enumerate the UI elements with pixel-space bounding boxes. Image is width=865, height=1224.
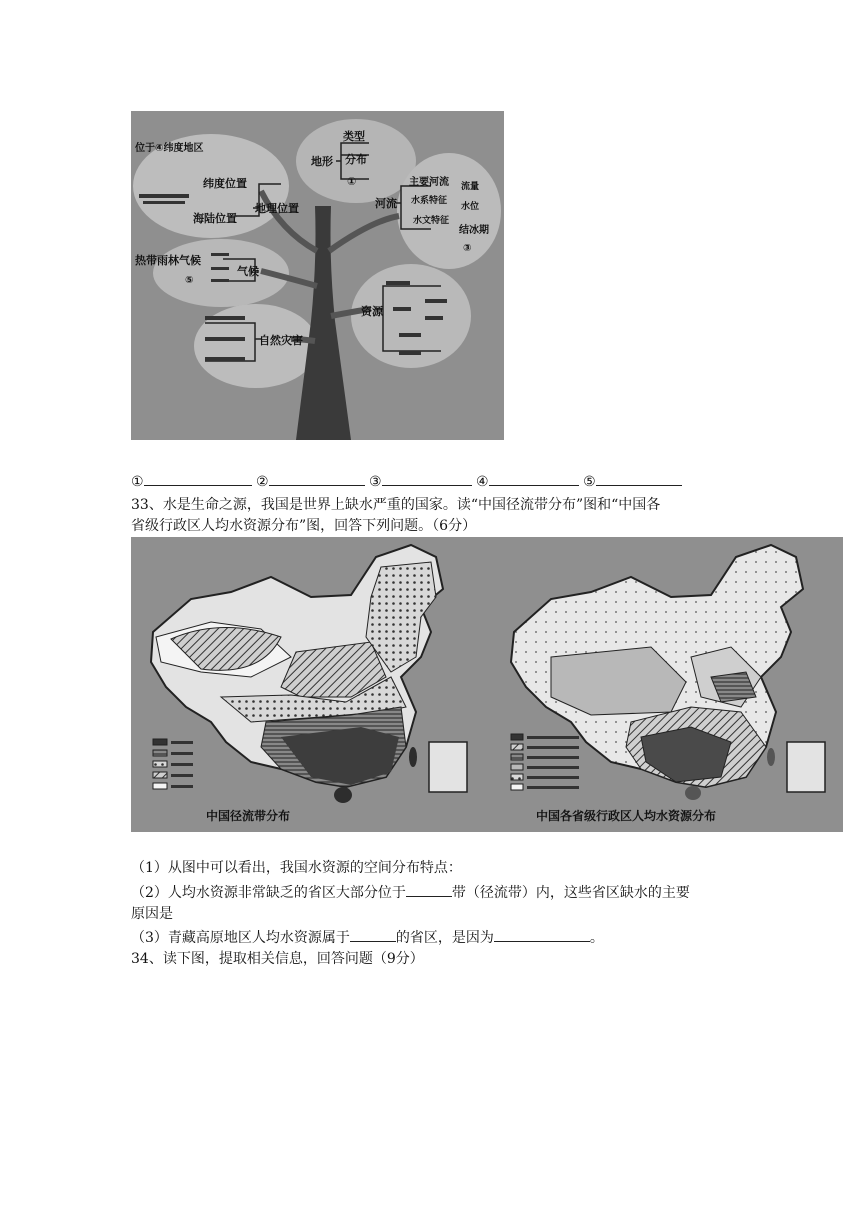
- q32-blank-label-3: ③: [369, 474, 382, 490]
- q32-blank-3[interactable]: [382, 471, 472, 486]
- q33-sub-2-reason: 原因是: [131, 906, 173, 922]
- q33-sub-2: [131, 882, 690, 903]
- china-maps-figure: [131, 537, 843, 832]
- q32-blank-2[interactable]: [269, 471, 365, 486]
- q33-sub-3-mid: 的省区，是因为: [395, 930, 494, 946]
- q32-blank-label-1: ①: [131, 474, 144, 490]
- tree-river-label: 河流: [375, 197, 397, 210]
- q32-blank-1[interactable]: [144, 471, 252, 486]
- tree-location-note: 位于④纬度地区: [135, 143, 204, 154]
- q33-sub-3-blank-1[interactable]: [350, 927, 396, 942]
- water-map-title: 中国各省级行政区人均水资源分布: [536, 809, 717, 823]
- tree-climate-zone: 热带雨林气候: [135, 254, 201, 267]
- q32-blank-5[interactable]: [596, 471, 682, 486]
- tree-river-sub-1: 流量: [461, 182, 480, 192]
- q34-question: 34、读下图，提取相关信息，回答问题（9分）: [131, 951, 424, 967]
- q33-line-1: 33、水是生命之源，我国是世界上缺水严重的国家。读“中国径流带分布”图和“中国各: [131, 497, 661, 513]
- tree-disasters-label: 自然灾害: [259, 334, 303, 347]
- tree-location-item-2: 海陆位置: [193, 212, 237, 225]
- tree-river-sub-2: 水位: [461, 202, 480, 212]
- knowledge-tree-drawing: [131, 111, 504, 440]
- q32-blank-label-4: ④: [476, 474, 489, 490]
- tree-river-sub-3: 结冰期: [459, 225, 489, 236]
- tree-terrain-label: 地形: [311, 155, 333, 168]
- runoff-map-title: 中国径流带分布: [206, 809, 291, 823]
- q33-sub-2-pre: （2）人均水资源非常缺乏的省区大部分位于: [131, 885, 406, 901]
- tree-terrain-item-3: ①: [347, 175, 357, 188]
- q33-sub-3-pre: （3）青藏高原地区人均水资源属于: [131, 930, 350, 946]
- tree-resources-label: 资源: [361, 305, 383, 318]
- q33-line-2: 省级行政区人均水资源分布”图，回答下列问题。（6分）: [131, 518, 477, 534]
- tree-river-item-3: 水文特征: [413, 216, 450, 226]
- q33-sub-3: [131, 927, 604, 948]
- tree-river-sub-4: ③: [463, 243, 472, 254]
- q32-blank-4[interactable]: [489, 471, 579, 486]
- tree-location-root: 地理位置: [255, 202, 299, 215]
- water-per-capita-map: [511, 545, 825, 823]
- q32-blank-label-5: ⑤: [583, 474, 596, 490]
- runoff-zone-map: [151, 545, 467, 823]
- q32-blank-label-2: ②: [256, 474, 269, 490]
- china-maps-drawing: [131, 537, 843, 832]
- q32-answer-blanks: [131, 471, 682, 492]
- tree-climate-label: 气候: [237, 265, 259, 278]
- tree-climate-marker: ⑤: [185, 275, 194, 286]
- q33-sub-1: （1）从图中可以看出，我国水资源的空间分布特点：: [131, 860, 462, 876]
- q33-sub-3-blank-2[interactable]: [494, 927, 590, 942]
- q33-sub-3-end: 。: [589, 930, 604, 946]
- tree-river-item-2: 水系特征: [411, 196, 448, 206]
- tree-terrain-item-1: 类型: [343, 130, 365, 143]
- q33-sub-2-blank[interactable]: [406, 882, 452, 897]
- tree-river-item-1: 主要河流: [409, 177, 449, 188]
- tree-terrain-item-2: 分布: [345, 153, 367, 166]
- tree-location-item-1: 纬度位置: [203, 177, 247, 190]
- q33-sub-2-post: 带（径流带）内，这些省区缺水的主要: [451, 885, 690, 901]
- knowledge-tree-figure: [131, 111, 504, 440]
